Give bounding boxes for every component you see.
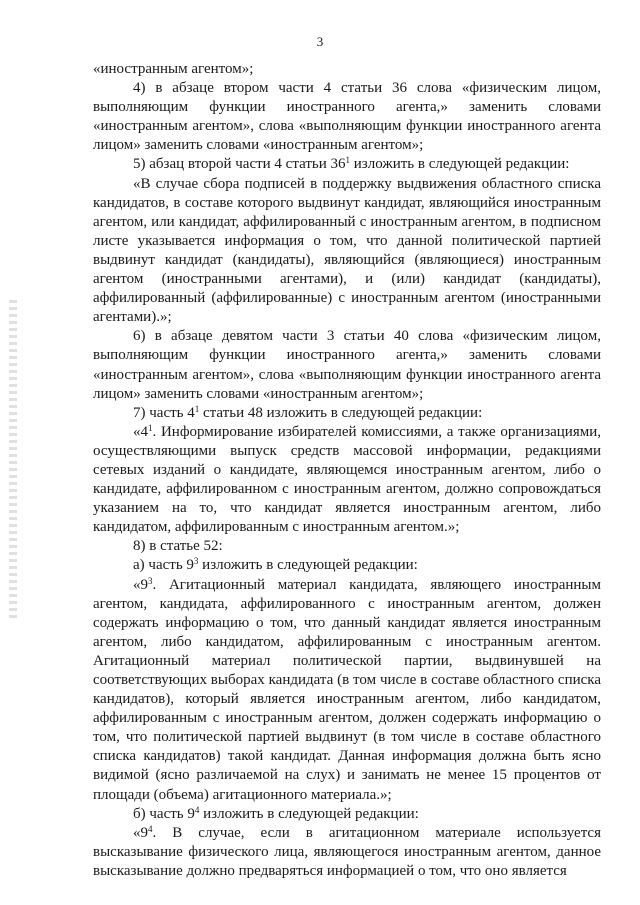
paragraph-quote-4-1: «$4^1$. Информирование избирателей комиссиями, а также организациями, осуществляющими выпуск средств массовой информации, редакциями сетевых изданий о кандидате, являющемся иностранным агентом, либо о кандидате, аффилированном с иностранным агентом, должно сопровождаться указанием на то, что кандидат является иностранным агентом, либо кандидатом, аффилированным с иностранным агентом.»; [93,422,601,536]
paragraph-item-8: 8) в статье 52: [133,538,223,555]
paragraph-quote-9-3: «$9^3$. Агитационный материал кандидата, являющего иностранным агентом, кандидата, аффилированного с иностранным агентом, должен содержать информацию о том, что данный кандидат является иностранным агентом, либо кандидатом, аффилированным с иностранным агентом. Агитационный материал политической партии, выдвинувшей на соответствующих выборах кандидата (в том числе в составе областного списка кандидатов), который является иностранным агентом, либо кандидатом, аффилированным с иностранным агентом, должен содержать информацию о том, что политической партией выдвинут (в том числе в составе областного списка кандидатов) такой кандидат. Данная информация должна быть ясно видимой (ясно различаемой на слух) и занимать не менее 15 процентов от площади (объема) агитационного материала.»; [93,575,601,803]
paragraph-quote-9-4: «$9^4$. В случае, если в агитационном материале используется высказывание физического лица, являющегося иностранным агентом, данное высказывание должно предваряться информацией о том, что оно является [93,823,601,879]
body-text [93,60,601,881]
paragraph-continuation: «иностранным агентом»; [93,61,254,77]
paragraph-quote-signatures: «В случае сбора подписей в поддержку выдвижения областного списка кандидатов, в составе которого выдвинут кандидат, являющийся иностранным агентом, или кандидат, аффилированный с иностранным агентом, в подписном листе указывается информация о том, что данной политической партией выдвинут кандидат (кандидаты), являющийся (являющиеся) иностранным агентом (иностранными агентами), и (или) кандидат (кандидаты), аффилированный (аффилированные) с иностранным агентом (иностранными агентами).»; [93,175,601,326]
page-number: 3 [316,34,324,49]
margin-stamp [9,300,17,620]
paragraph-item-6: 6) в абзаце девятом части 3 статьи 40 слова «физическим лицом, выполняющим функции иностранного агента,» заменить словами «иностранным агентом», слова «выполняющим функции иностранного агента лицом» заменить словами «иностранным агентом»; [93,328,601,402]
paragraph-subitem-b: б) часть $9^4$ изложить в следующей редакции: [133,804,419,822]
paragraph-item-5: 5) абзац второй части 4 статьи $36^1$ изложить в следующей редакции: [133,155,570,173]
paragraph-item-4: 4) в абзаце втором части 4 статьи 36 слова «физическим лицом, выполняющим функции иностранного агента,» заменить словами «иностранным агентом», слова «выполняющим функции иностранного агента лицом» заменить словами «иностранным агентом»; [93,80,601,154]
paragraph-item-7: 7) часть $4^1$ статьи 48 изложить в следующей редакции: [133,403,483,421]
paragraph-subitem-a: а) часть $9^3$ изложить в следующей редакции: [133,556,418,574]
